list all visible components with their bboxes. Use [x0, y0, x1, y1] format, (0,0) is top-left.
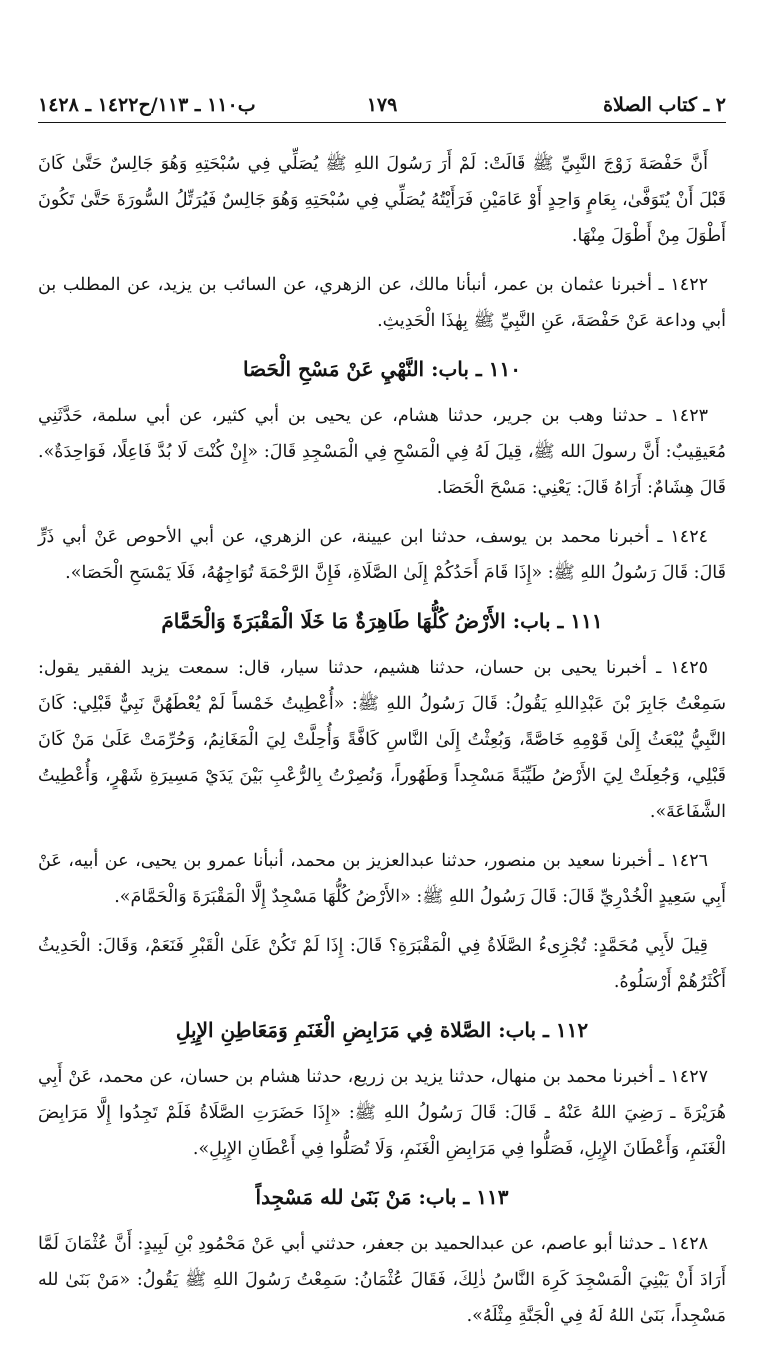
chapter-heading: ١١٣ ـ باب: مَنْ بَنَىٰ لله مَسْجِداً: [255, 1185, 509, 1209]
chapter-heading: ١١٢ ـ باب: الصَّلاة فِي مَرَابِضِ الْغَنَمِ وَمَعَاطِنِ الإِبِلِ: [175, 1018, 589, 1042]
hadith-paragraph: ١٤٢٢ ـ أخبرنا عثمان بن عمر، أنبأنا مالك، عن الزهري، عن السائب بن يزيد، عن المطلب بن أبي وداعة عَنْ حَفْصَةَ، عَنِ النَّبِيِّ ﷺ بِهٰذَا الْحَدِيثِ.: [38, 275, 726, 331]
chapter-heading: ١١١ ـ باب: الأَرْضُ كُلُّهَا طَاهِرَةٌ مَا خَلَا الْمَقْبَرَةَ وَالْحَمَّامَ: [161, 609, 603, 633]
hadith-paragraph: ١٤٢٧ ـ أخبرنا محمد بن منهال، حدثنا يزيد بن زريع، حدثنا هشام بن حسان، عن محمد، عَنْ أَبِي هُرَيْرَةَ ـ رَضِيَ اللهُ عَنْهُ ـ قَالَ: قَالَ رَسُولُ اللهِ ﷺ: «إِذَا حَضَرَتِ الصَّلَاةُ فَلَمْ تَجِدُوا إِلَّا مَرَابِضَ الْغَنَمِ، وَأَعْطَانَ الإِبِلِ، فَصَلُّوا فِي مَرَابِضِ الْغَنَمِ، وَلَا تُصَلُّوا فِي أَعْطَانِ الإِبِلِ».: [38, 1067, 726, 1159]
page-body: [38, 146, 726, 1347]
hadith-range-reference: ب١١٠ ـ ١١٣/ح١٤٢٢ ـ ١٤٢٨: [38, 94, 256, 116]
chapter-heading: ١١٠ ـ باب: النَّهْيِ عَنْ مَسْحِ الْحَصَا: [243, 357, 521, 381]
hadith-paragraph: ١٤٢٤ ـ أخبرنا محمد بن يوسف، حدثنا ابن عيينة، عن الزهري، عن أبي الأحوص عَنْ أبي ذَرٍّ قَالَ: قَالَ رَسُولُ اللهِ ﷺ: «إِذَا قَامَ أَحَدُكُمْ إِلَىٰ الصَّلَاةِ، فَإِنَّ الرَّحْمَةَ تُوَاجِهُهُ، فَلَا يَمْسَحِ الْحَصَا».: [38, 527, 726, 583]
hadith-paragraph: ١٤٢٦ ـ أخبرنا سعيد بن منصور، حدثنا عبدالعزيز بن محمد، أنبأنا عمرو بن يحيى، عن أبيه، عَنْ أَبِي سَعِيدٍ الْخُدْرِيِّ قَالَ: قَالَ رَسُولُ اللهِ ﷺ: «الأَرْضُ كُلُّهَا مَسْجِدٌ إِلَّا الْمَقْبَرَةَ وَالْحَمَّامَ».: [38, 851, 726, 907]
hadith-paragraph: أَنَّ حَفْصَةَ زَوْجَ النَّبِيِّ ﷺ قَالَتْ: لَمْ أَرَ رَسُولَ اللهِ ﷺ يُصَلِّي فِي سُبْحَتِهِ وَهُوَ جَالِسٌ حَتَّىٰ كَانَ قَبْلَ أَنْ يُتَوَفَّىٰ، بِعَامٍ وَاحِدٍ أَوْ عَامَيْنِ فَرَأَيْتُهُ يُصَلِّي فِي سُبْحَتِهِ وَهُوَ جَالِسٌ فَيُرَتِّلُ السُّورَةَ حَتَّىٰ تَكُونَ أَطْوَلَ مِنْ أَطْوَلَ مِنْهَا.: [38, 154, 726, 246]
chapter-title: ٢ ـ كتاب الصلاة: [603, 94, 726, 116]
hadith-paragraph: ١٤٢٥ ـ أخبرنا يحيى بن حسان، حدثنا هشيم، حدثنا سيار، قال: سمعت يزيد الفقير يقول: سَمِعْتُ جَابِرَ بْنَ عَبْدِاللهِ يَقُولُ: قَالَ رَسُولُ اللهِ ﷺ: «أُعْطِيتُ خَمْساً لَمْ يُعْطَهُنَّ نَبِيٌّ قَبْلِي: كَانَ النَّبِيُّ يُبْعَثُ إِلَىٰ قَوْمِهِ خَاصَّةً، وَبُعِثْتُ إِلَىٰ النَّاسِ كَافَّةً وَأُحِلَّتْ لِيَ الْمَغَانِمُ، وَحُرِّمَتْ عَلَىٰ مَنْ كَانَ قَبْلِي، وَجُعِلَتْ لِيَ الأَرْضُ طَيِّبَةً مَسْجِداً وَطَهُوراً، وَنُصِرْتُ بِالرُّعْبِ بَيْنَ يَدَيْ مَسِيرَةِ شَهْرٍ، وَأُعْطِيتُ الشَّفَاعَةَ».: [38, 658, 726, 822]
hadith-paragraph: ١٤٢٨ ـ حدثنا أبو عاصم، عن عبدالحميد بن جعفر، حدثني أبي عَنْ مَحْمُودِ بْنِ لَبِيدٍ: أَنَّ عُثْمَانَ لَمَّا أَرَادَ أَنْ يَبْنِيَ الْمَسْجِدَ كَرِهَ النَّاسُ ذٰلِكَ، فَقَالَ عُثْمَانُ: سَمِعْتُ رَسُولَ اللهِ ﷺ يَقُولُ: «مَنْ بَنَىٰ لله مَسْجِداً، بَنَىٰ اللهُ لَهُ فِي الْجَنَّةِ مِثْلَهُ».: [38, 1234, 726, 1326]
page-number: ١٧٩: [366, 94, 398, 116]
hadith-paragraph: ١٤٢٣ ـ حدثنا وهب بن جرير، حدثنا هشام، عن يحيى بن أبي كثير، عن أبي سلمة، حَدَّثَنِي مُعَيقِيبٌ: أَنَّ رسولَ الله ﷺ، قِيلَ لَهُ فِي الْمَسْحِ فِي الْمَسْجِدِ قَالَ: «إِنْ كُنْتَ لَا بُدَّ فَاعِلًا، فَوَاحِدَةٌ». قَالَ هِشَامٌ: أَرَاهُ قَالَ: يَعْنِي: مَسْحَ الْحَصَا.: [38, 406, 726, 498]
commentary-paragraph: قِيلَ لأَبِي مُحَمَّدٍ: تُجْزِىءُ الصَّلَاةُ فِي الْمَقْبَرَةِ؟ قَالَ: إِذَا لَمْ تَكُنْ عَلَىٰ الْقَبْرِ فَنَعَمْ، وَقَالَ: الْحَدِيثُ أَكْثَرُهُمْ أَرْسَلُوهُ.: [38, 936, 726, 992]
running-header: [38, 92, 726, 123]
